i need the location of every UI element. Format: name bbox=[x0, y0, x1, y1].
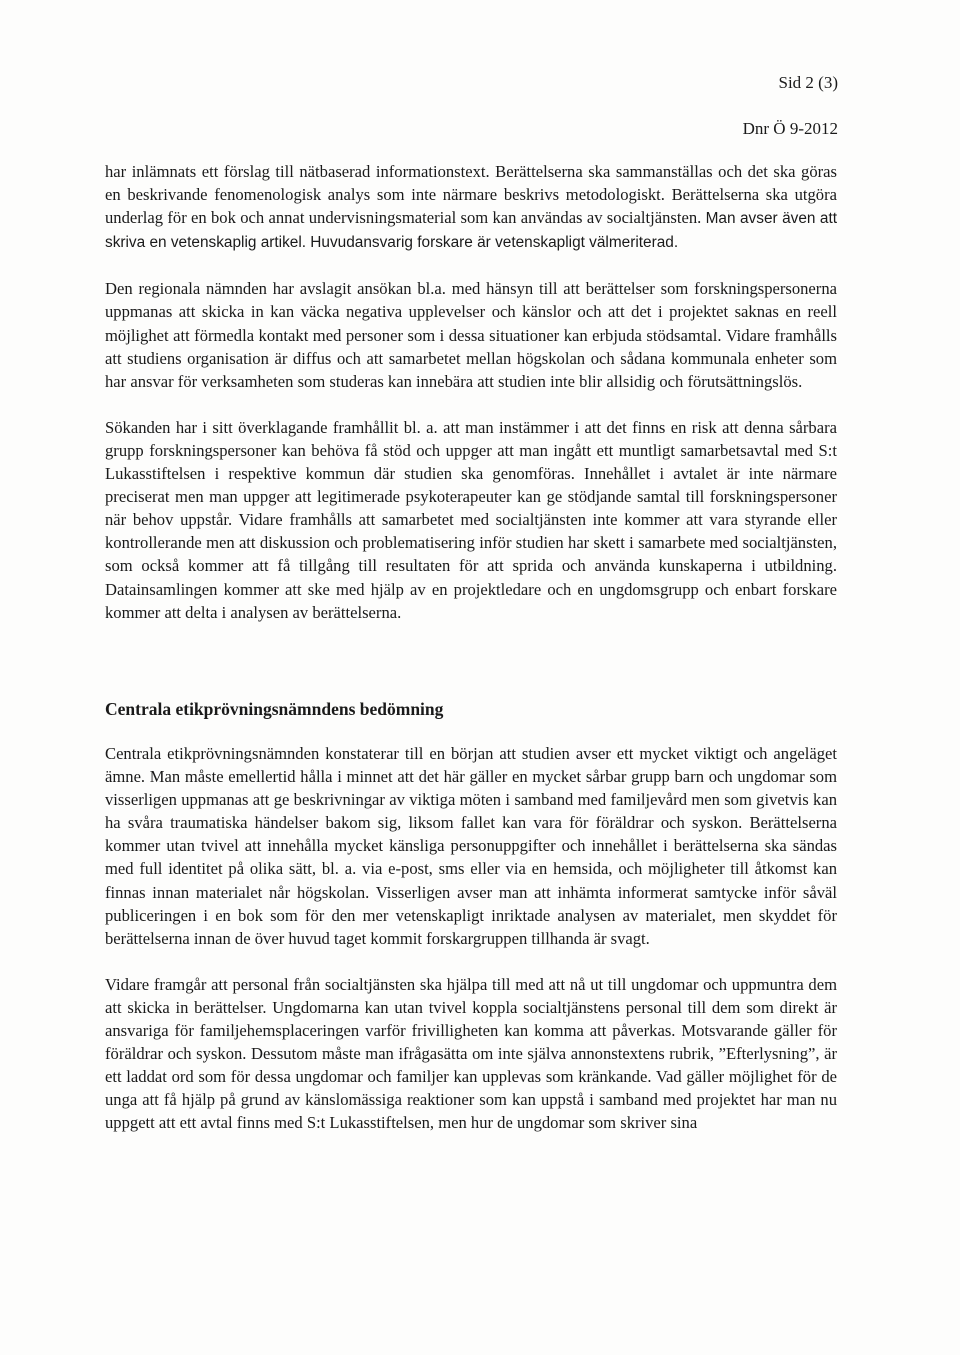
paragraph-recruitment: Vidare framgår att personal från socialtjänsten ska hjälpa till med att nå ut till ungdomar och uppmuntra dem att skicka in berättelser. Ungdomarna kan utan tvivel koppla socialtjänstens personal till dem som direkt är ansvariga för familjehemsplaceringen varför frivilligheten kan komma att påverkas. Motsvarande gäller för föräldrar och syskon. Dessutom måste man ifrågasätta om inte själva annonstextens rubrik, ”Efterlysning”, är ett laddat ord som för dessa ungdomar och familjer kan upplevas som kränkande. Vad gäller möjlighet för de unga att få hjälp på grund av känslomässiga reaktioner som kan uppstå i samband med projektet har man nu uppgett att ett avtal finns med S:t Lukasstiftelsen, men hur de ungdomar som skriver sina bbox=[105, 974, 837, 1133]
paragraph-appeal: Sökanden har i sitt överklagande framhållit bl. a. att man instämmer i att det finns en risk att denna sårbara grupp forskningspersoner kan behöva få stöd och uppger att man ingått ett muntligt samarbetsavtal med S:t Lukasstiftelsen i respektive kommun där studien ska genomföras. Innehållet i avtalet är inte närmare preciserat men man uppger att legitimerade psykoterapeuter kan ge stödjande samtal till forskningspersoner när behov uppstår. Vidare framhålls att samarbetet med socialtjänsten inte kommer att vara styrande eller kontrollerande men att diskussion och problematisering inför studien har skett i samarbete med socialtjänsten, som också kommer att få tillgång till resultaten för att sprida och använda kunskaperna i utbildning. Datainsamlingen kommer att ske med hjälp av en projektledare och en ungdomsgrupp och enbart forskare kommer att delta i analysen av berättelserna. bbox=[105, 417, 837, 622]
paragraph-application-summary-sans: Man avser även att skriva en vetenskaplig artikel. Huvudansvarig forskare är vetenskapligt välmeriterad. bbox=[105, 210, 838, 252]
section-heading: Centrala etikprövningsnämndens bedömning bbox=[105, 699, 444, 719]
paragraph-application-summary-serif: har inlämnats ett förslag till nätbaserad informationstext. Berättelserna ska sammanställas och det ska göras en beskrivande fenomenologisk analys som inte närmare beskrivs metodologiskt. Berättelserna ska utgöra underlag för en bok och annat undervisningsmaterial som kan användas av socialtjänsten. bbox=[105, 162, 837, 228]
page-number: Sid 2 (3) bbox=[778, 73, 838, 92]
paragraph-application-summary bbox=[105, 160, 837, 254]
body-text-top bbox=[105, 160, 837, 624]
page-header bbox=[743, 74, 838, 137]
paragraph-regional-decision: Den regionala nämnden har avslagit ansökan bl.a. med hänsyn till att berättelser som forskningspersonerna uppmanas att skicka in kan väcka negativa upplevelser och känslor och att det i projektet saknas en reell möjlighet att förmedla kontakt med personer som i dessa situationer kan erbjuda stödsamtal. Vidare framhålls att studiens organisation är diffus och att samarbetet mellan högskolan och sådana kommunala enheter som har ansvar för verksamheten som studeras kan innebära att studien inte blir allsidig och förutsättningslös. bbox=[105, 279, 837, 391]
body-text-assessment bbox=[105, 742, 837, 1135]
case-number: Dnr Ö 9-2012 bbox=[742, 119, 838, 138]
paragraph-assessment: Centrala etikprövningsnämnden konstaterar till en början att studien avser ett mycket viktigt och angeläget ämne. Man måste emellertid hålla i minnet att det här gäller en mycket sårbar grupp barn och ungdomar som visserligen uppmanas att ge beskrivningar av viktiga möten i samband med familjevård men som givetvis kan ha svåra traumatiska händelser bakom sig, liksom fallet kan vara för föräldrar och syskon. Berättelserna kommer utan tvivel att innehålla mycket känsliga personuppgifter och innehållet i berättelserna ska sändas med full identitet på olika sätt, bl. a. via e-post, sms eller via en hemsida, och möjligheter till åtkomst kan finnas innan materialet når högskolan. Visserligen avser man att inhämta informerat samtycke inför såväl publiceringen i en bok som för den mer vetenskapligt inriktade analysen av materialet, men skyddet för berättelserna innan de över huvud taget kommit forskargruppen tillhanda är svagt. bbox=[105, 744, 837, 948]
